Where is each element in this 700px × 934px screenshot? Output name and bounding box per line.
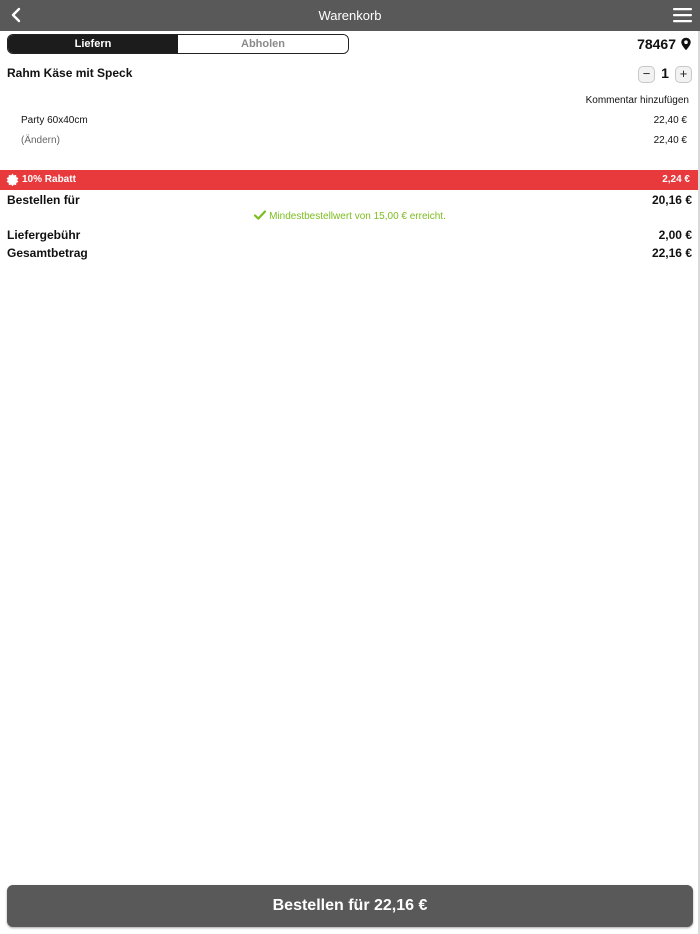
segment-liefern[interactable]: Liefern: [8, 35, 178, 53]
hamburger-menu-icon: [670, 2, 696, 28]
quantity-increase-button[interactable]: +: [675, 66, 692, 83]
item-option-name: Party 60x40cm: [21, 115, 88, 126]
page-title: Warenkorb: [318, 8, 382, 23]
quantity-decrease-button[interactable]: −: [638, 66, 655, 83]
quantity-value: 1: [661, 65, 669, 81]
delivery-fee-value: 2,00 €: [658, 228, 692, 242]
zip-code[interactable]: 78467: [637, 36, 676, 52]
order-for-value: 20,16 €: [651, 193, 692, 207]
change-item-link[interactable]: (Ändern): [21, 135, 60, 146]
min-order-text: Mindestbestellwert von 15,00 € erreicht.: [269, 211, 446, 222]
discount-label: 10% Rabatt: [22, 174, 76, 185]
map-pin-icon[interactable]: [680, 37, 692, 51]
item-total-price: 22,40 €: [653, 135, 687, 146]
item-option-price: 22,40 €: [653, 115, 687, 126]
starburst-badge-icon: [6, 173, 19, 186]
top-app-bar: [0, 0, 700, 31]
menu-button[interactable]: [670, 2, 696, 28]
min-order-notice: [0, 210, 700, 222]
delivery-fee-label: Liefergebühr: [7, 228, 81, 242]
checkout-button[interactable]: Bestellen für 22,16 €: [7, 885, 693, 927]
discount-bar: [0, 170, 700, 190]
delivery-mode-toggle: [7, 34, 349, 54]
add-comment-link[interactable]: Kommentar hinzufügen: [585, 95, 689, 106]
cart-item-name: Rahm Käse mit Speck: [7, 66, 133, 80]
total-value: 22,16 €: [651, 246, 692, 260]
total-label: Gesamtbetrag: [7, 246, 88, 260]
segment-abholen[interactable]: Abholen: [178, 35, 348, 53]
discount-value: 2,24 €: [662, 174, 690, 185]
checkmark-icon: [254, 210, 266, 220]
order-for-label: Bestellen für: [7, 193, 80, 207]
